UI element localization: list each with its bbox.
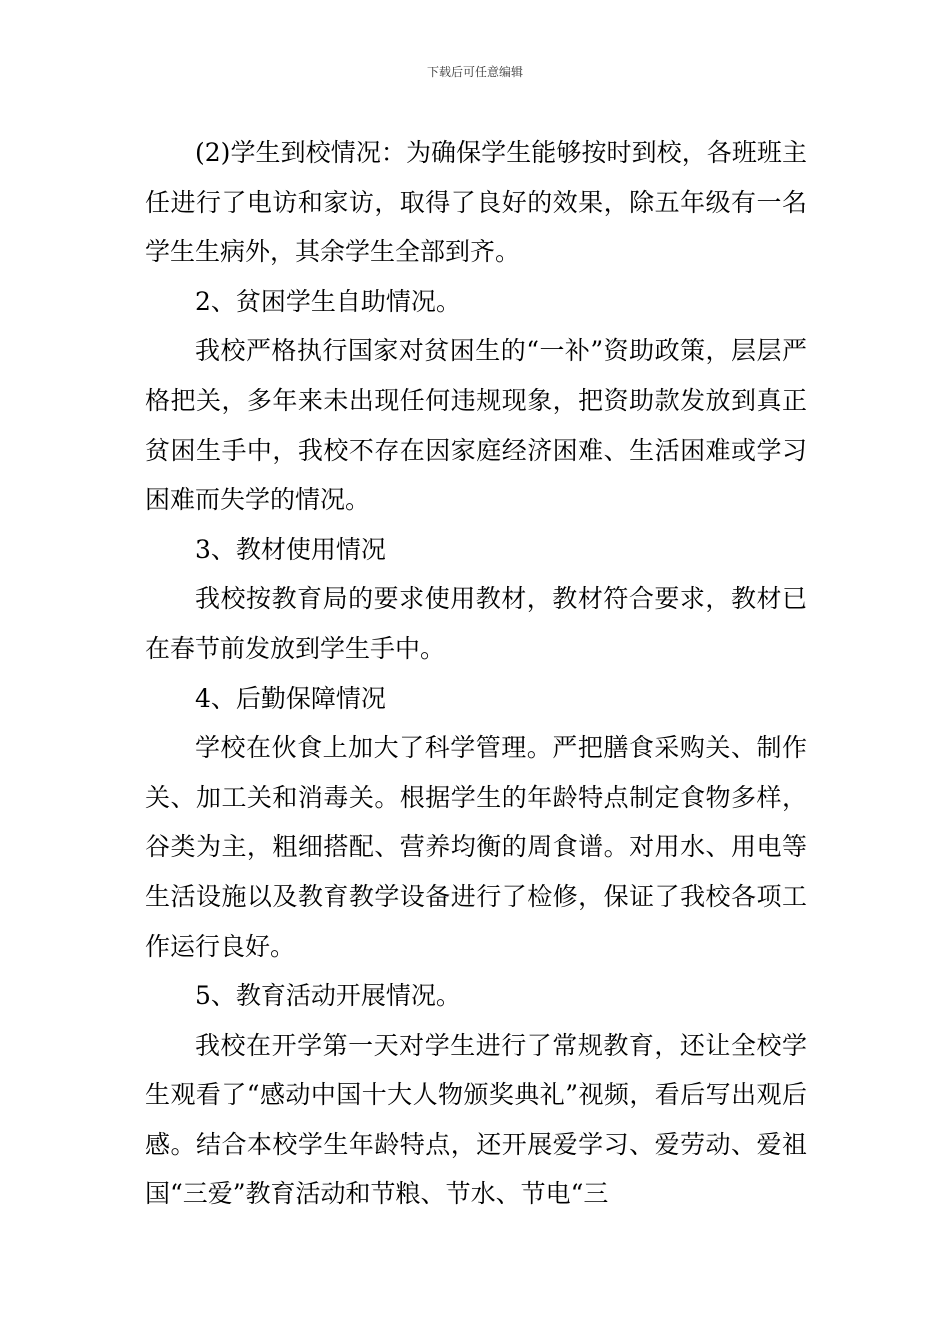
section-heading-poverty-aid: 2、贫困学生自助情况。: [195, 286, 461, 316]
paragraph-student-arrival: (2)学生到校情况：为确保学生能够按时到校，各班班主任进行了电访和家访，取得了良好的效果，除五年级有一名学生生病外，其余学生全部到齐。: [145, 138, 807, 267]
section-heading-logistics: 4、后勤保障情况: [195, 683, 386, 713]
section-heading-textbooks: 3、教材使用情况: [195, 534, 386, 564]
document-body: [145, 128, 807, 1219]
paragraph-activities: 我校在开学第一天对学生进行了常规教育，还让全校学生观看了“感动中国十大人物颁奖典礼”视频，看后写出观后感。结合本校学生年龄特点，还开展爱学习、爱劳动、爱祖国“三爱”教育活动和节粮、节水、节电“三: [145, 1030, 807, 1209]
section-heading-activities: 5、教育活动开展情况。: [195, 981, 461, 1011]
paragraph-textbooks: 我校按教育局的要求使用教材，教材符合要求，教材已在春节前发放到学生手中。: [145, 584, 807, 663]
paragraph-poverty-aid: 我校严格执行国家对贫困生的“一补”资助政策，层层严格把关，多年来未出现任何违规现象，把资助款发放到真正贫困生手中，我校不存在因家庭经济困难、生活困难或学习困难而失学的情况。: [145, 336, 807, 515]
paragraph-logistics: 学校在伙食上加大了科学管理。严把膳食采购关、制作关、加工关和消毒关。根据学生的年龄特点制定食物多样，谷类为主，粗细搭配、营养均衡的周食谱。对用水、用电等生活设施以及教育教学设备进行了检修，保证了我校各项工作运行良好。: [145, 733, 807, 961]
page-header-note: 下载后可任意编辑: [426, 65, 523, 79]
